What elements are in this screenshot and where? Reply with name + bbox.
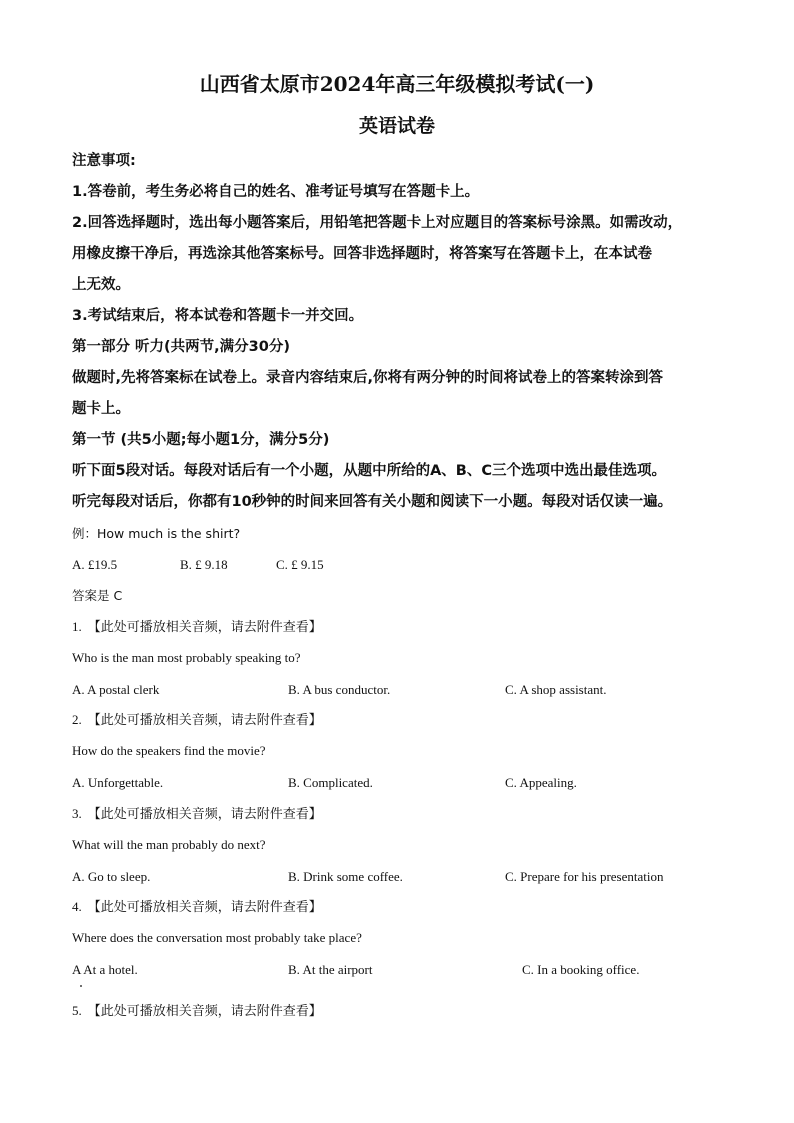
part1-heading: 第一部分 听力(共两节,满分30分): [72, 339, 290, 355]
question-3-option-c[interactable]: C. Prepare for his presentation: [505, 869, 664, 884]
question-4-audio[interactable]: [72, 897, 322, 918]
audio-placeholder: 【此处可播放相关音频，请去附件查看】: [87, 620, 322, 635]
example-answer: 答案是 C: [72, 588, 123, 603]
audio-placeholder: 【此处可播放相关音频，请去附件查看】: [87, 900, 322, 915]
question-3-number: 3.: [72, 806, 82, 821]
section1-instruction-line-2: 听完每段对话后，你都有10秒钟的时间来回答有关小题和阅读下一小题。每段对话仅读一遍。: [72, 494, 673, 510]
question-4-option-c[interactable]: C. In a booking office.: [522, 962, 640, 977]
question-1-audio[interactable]: [72, 617, 322, 638]
question-4-text: Where does the conversation most probably take place?: [72, 930, 362, 945]
question-3-text: What will the man probably do next?: [72, 837, 266, 852]
part1-instruction-line-1: 做题时,先将答案标在试卷上。录音内容结束后,你将有两分钟的时间将试卷上的答案转涂到答: [72, 370, 664, 386]
question-2-option-a[interactable]: A. Unforgettable.: [72, 775, 164, 790]
question-5-audio[interactable]: [72, 1001, 322, 1022]
example-question: 例：How much is the shirt?: [72, 526, 241, 541]
question-2-option-c[interactable]: C. Appealing.: [505, 775, 577, 790]
question-5-number: 5.: [72, 1003, 82, 1018]
example-option-a: A. £19.5: [72, 557, 118, 572]
audio-placeholder: 【此处可播放相关音频，请去附件查看】: [87, 1004, 322, 1019]
example-option-c: C. £ 9.15: [276, 557, 324, 572]
stray-dot-mark: [80, 985, 82, 987]
audio-placeholder: 【此处可播放相关音频，请去附件查看】: [87, 713, 322, 728]
audio-placeholder: 【此处可播放相关音频，请去附件查看】: [87, 807, 322, 822]
question-1-option-b[interactable]: B. A bus conductor.: [288, 682, 391, 697]
example-option-b: B. £ 9.18: [180, 557, 228, 572]
question-4-option-a[interactable]: A At a hotel.: [72, 962, 138, 977]
note-item-3: 3.考试结束后，将本试卷和答题卡一并交回。: [72, 308, 364, 324]
note-item-2-line-1: 2.回答选择题时，选出每小题答案后，用铅笔把答题卡上对应题目的答案标号涂黑。如需改动，: [72, 215, 683, 231]
notes-heading: 注意事项:: [72, 153, 136, 169]
question-3-audio[interactable]: [72, 804, 322, 825]
question-2-option-b[interactable]: B. Complicated.: [288, 775, 373, 790]
question-1-option-c[interactable]: C. A shop assistant.: [505, 682, 607, 697]
question-2-number: 2.: [72, 712, 82, 727]
question-1-number: 1.: [72, 619, 82, 634]
exam-title: 山西省太原市2024年高三年级模拟考试(一): [199, 72, 595, 96]
exam-subtitle: 英语试卷: [358, 115, 435, 137]
note-item-2-line-3: 上无效。: [72, 277, 130, 293]
question-1-option-a[interactable]: A. A postal clerk: [72, 682, 160, 697]
note-item-1: 1.答卷前，考生务必将自己的姓名、准考证号填写在答题卡上。: [72, 184, 480, 200]
question-3-option-a[interactable]: A. Go to sleep.: [72, 869, 151, 884]
question-4-number: 4.: [72, 899, 82, 914]
section1-heading: 第一节 (共5小题;每小题1分，满分5分): [72, 432, 330, 448]
section1-instruction-line-1: 听下面5段对话。每段对话后有一个小题，从题中所给的A、B、C三个选项中选出最佳选项。: [72, 463, 667, 479]
question-2-text: How do the speakers find the movie?: [72, 743, 266, 758]
part1-instruction-line-2: 题卡上。: [72, 401, 130, 417]
note-item-2-line-2: 用橡皮擦干净后，再选涂其他答案标号。回答非选择题时，将答案写在答题卡上，在本试卷: [72, 246, 652, 262]
question-2-audio[interactable]: [72, 710, 322, 731]
question-3-option-b[interactable]: B. Drink some coffee.: [288, 869, 403, 884]
question-1-text: Who is the man most probably speaking to?: [72, 650, 301, 665]
question-4-option-b[interactable]: B. At the airport: [288, 962, 373, 977]
